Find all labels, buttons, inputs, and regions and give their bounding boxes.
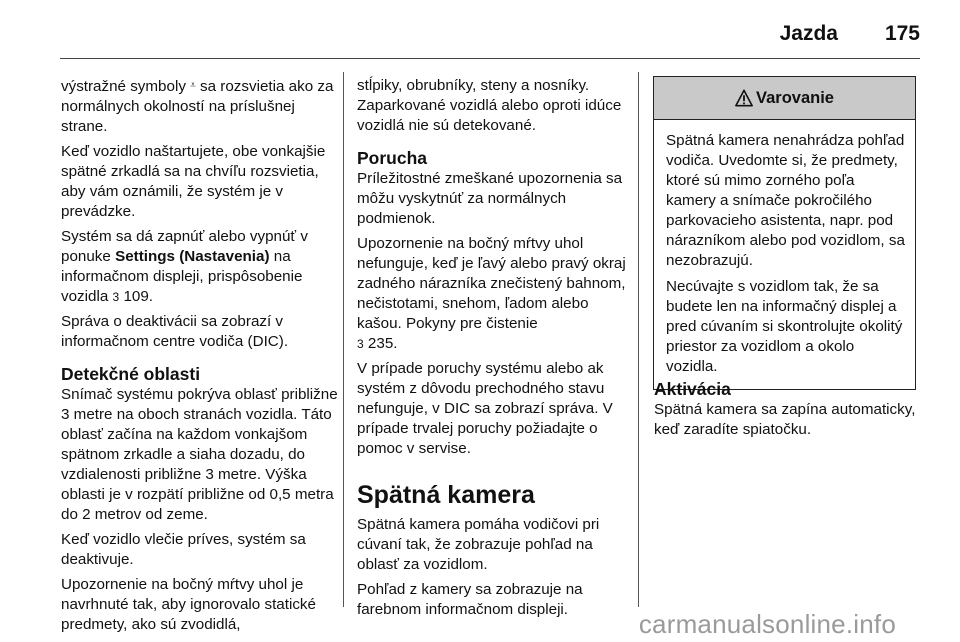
warning-triangle-icon <box>735 89 753 107</box>
paragraph: Správa o deaktivácii sa zobrazí v informačnom centre vodiča (DIC). <box>61 313 289 350</box>
paragraph: výstražné symboly ⩡ sa rozsvietia ako za normálnych okolností na príslušnej strane. <box>61 78 334 135</box>
page-ref-link[interactable]: 235. <box>367 335 398 352</box>
section-title: Jazda <box>779 22 838 45</box>
paragraph: Necúvajte s vozidlom tak, že sa budete len na informačný displej a pred cúvaním si skontrolujte okolitý priestor za vozidlom a okolo vozidla. <box>666 278 903 375</box>
paragraph: Pohľad z kamery sa zobrazuje na farebnom informačnom displeji. <box>357 581 583 618</box>
paragraph: V prípade poruchy systému alebo ak systém z dôvodu prechodného stavu nefunguje, v DIC sa zobrazí správa. V prípade trvalej poruchy požiadajte o pomoc v servise. <box>357 360 613 457</box>
paragraph: Snímač systému pokrýva oblasť približne 3 metre na oboch stranách vozidla. Táto oblasť začína na každom vonkajšom spätnom zrkadle a siaha dozadu, do vzdialenosti približne 3 metre. Výška oblasti je v rozpätí približne od 0,5 metra do 2 metrov od zeme. <box>61 386 338 523</box>
blind-spot-symbol-icon: ⩡ <box>190 80 196 91</box>
warning-header <box>654 77 915 120</box>
paragraph: stĺpiky, obrubníky, steny a nosníky. Zaparkované vozidlá alebo oproti idúce vozidlá nie sú detekované. <box>357 77 622 134</box>
header-divider <box>60 58 920 59</box>
paragraph: Spätná kamera pomáha vodičovi pri cúvaní tak, že zobrazuje pohľad na oblasť za vozidlom. <box>357 516 600 573</box>
heading-rear-camera: Spätná kamera <box>357 481 535 509</box>
column-left <box>61 76 339 640</box>
column-middle <box>357 76 635 625</box>
paragraph: Upozornenie na bočný mŕtvy uhol nefunguje, keď je ľavý alebo pravý okraj zadného nárazníka znečistený bahnom, nečistotami, snehom, ľadom alebo kašou. Pokyny pre čistenie 3 235. <box>357 235 626 352</box>
column-divider-1 <box>343 72 344 607</box>
subheading-activation: Aktivácia <box>654 379 731 399</box>
subheading-fault: Porucha <box>357 148 428 168</box>
paragraph: Spätná kamera sa zapína automaticky, keď zaradíte spiatočku. <box>654 401 916 438</box>
column-divider-2 <box>638 72 639 607</box>
warning-box <box>653 76 916 390</box>
page-ref-arrow-icon: 3 <box>112 290 120 304</box>
column-right <box>654 378 924 445</box>
warning-title: Varovanie <box>756 88 834 107</box>
page-number: 175 <box>884 22 920 45</box>
paragraph: Upozornenie na bočný mŕtvy uhol je navrhnuté tak, aby ignorovalo statické predmety, ako sú zvodidlá, <box>61 576 316 633</box>
paragraph: Keď vozidlo vlečie príves, systém sa deaktivuje. <box>61 531 306 568</box>
paragraph: Príležitostné zmeškané upozornenia sa môžu vyskytnúť za normálnych podmienok. <box>357 170 623 227</box>
watermark: carmanualsonline.info <box>638 609 896 639</box>
paragraph: Spätná kamera nenahrádza pohľad vodiča. Uvedomte si, že predmety, ktoré sú mimo zorného poľa kamery a snímače pokročilého parkovacieho asistenta, napr. pod nárazníkom alebo pod vozidlom, sa nezobrazujú. <box>666 132 905 269</box>
page-ref-arrow-icon: 3 <box>357 337 364 351</box>
subheading-detection-areas: Detekčné oblasti <box>61 364 201 384</box>
paragraph: Systém sa dá zapnúť alebo vypnúť v ponuke Settings (Nastavenia) na informačnom displeji, prispôsobenie vozidla 3 109. <box>61 228 308 305</box>
menu-name: Settings (Nastavenia) <box>115 248 270 265</box>
warning-body <box>654 120 915 389</box>
page-ref-link[interactable]: 109. <box>123 288 153 305</box>
paragraph: Keď vozidlo naštartujete, obe vonkajšie spätné zrkadlá sa na chvíľu rozsvietia, aby vám oznámili, že systém je v prevádzke. <box>61 143 326 220</box>
